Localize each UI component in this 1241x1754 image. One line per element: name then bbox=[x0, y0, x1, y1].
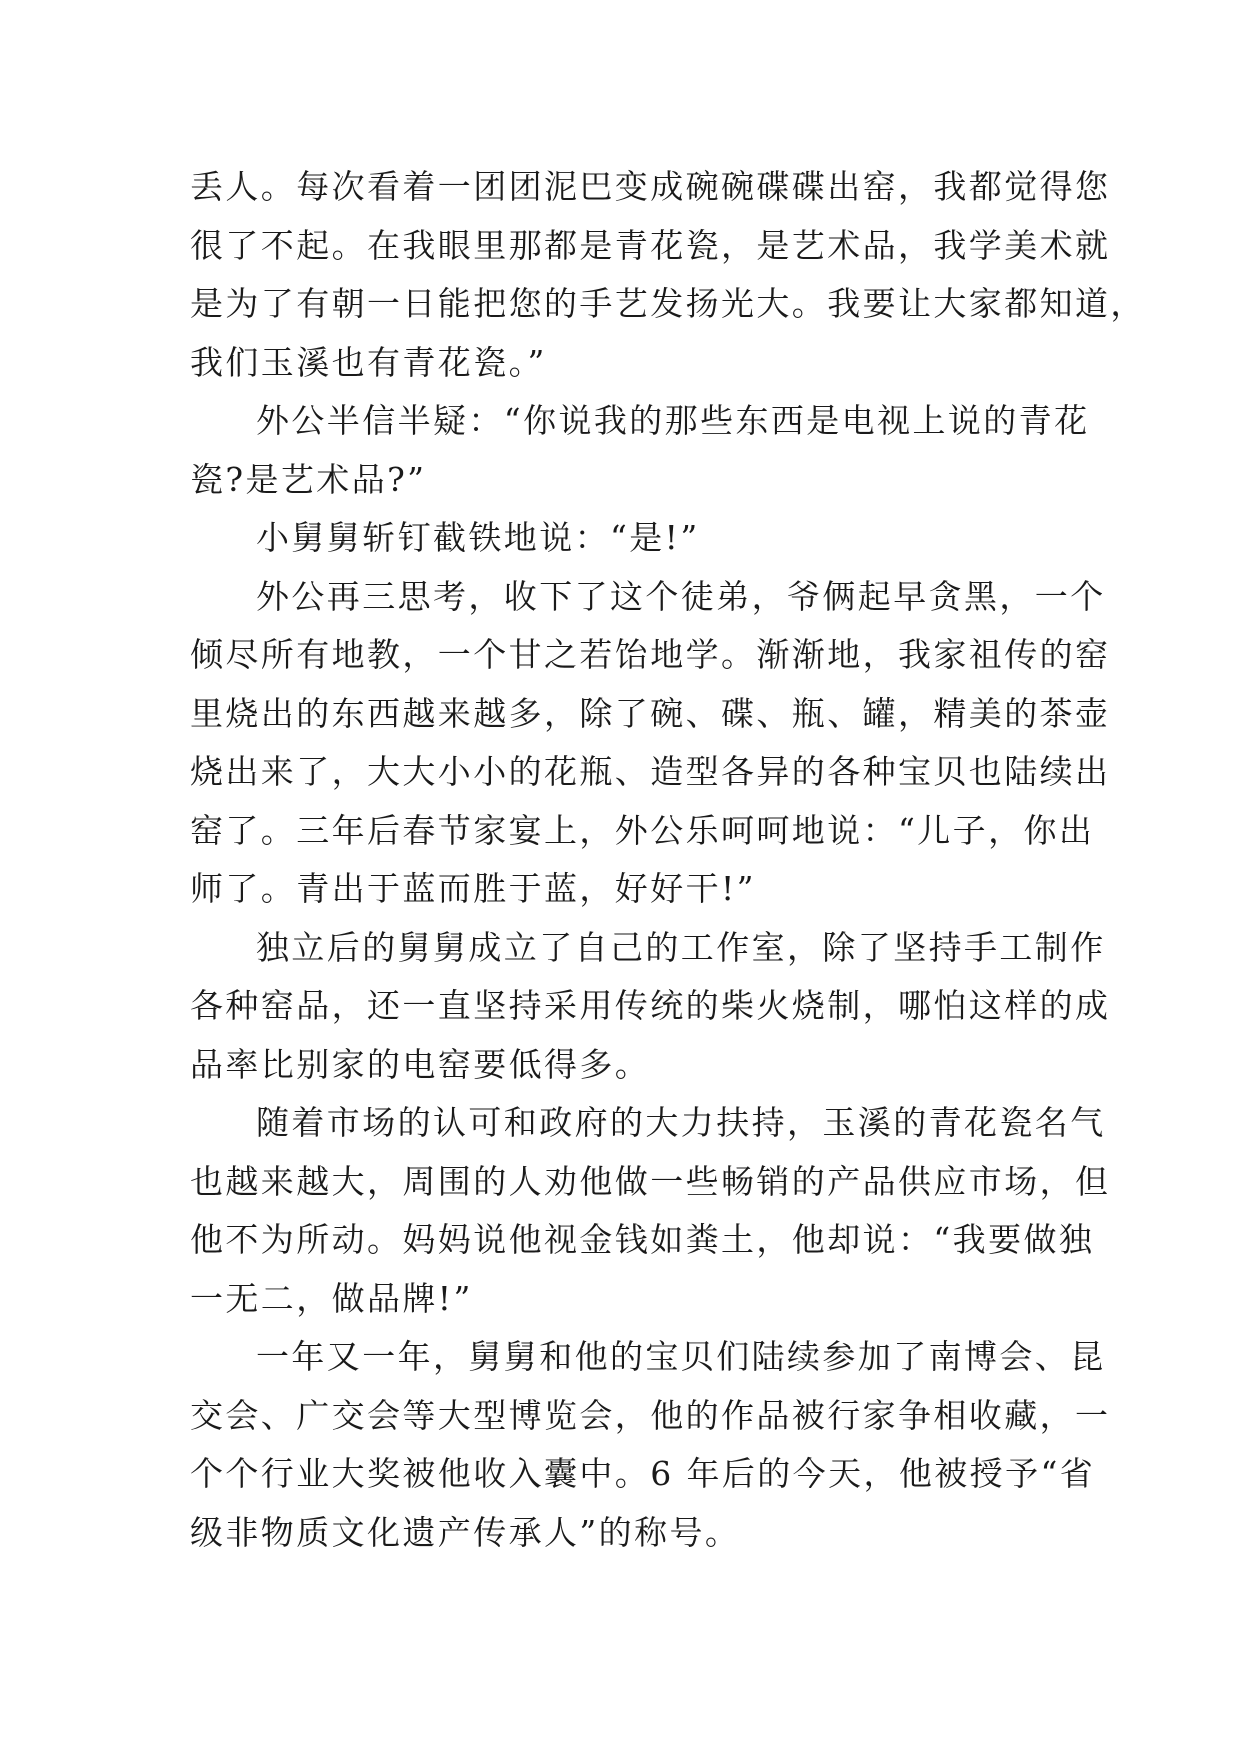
text-line: 一无二，做品牌!” bbox=[190, 1278, 473, 1318]
text-line: 很了不起。在我眼里那都是青花瓷，是艺术品，我学美术就 bbox=[190, 225, 1111, 265]
text-line: 师了。青出于蓝而胜于蓝，好好干!” bbox=[190, 869, 756, 908]
text-line: 窑了。三年后春节家宴上，外公乐呵呵地说：“儿子，你出 bbox=[190, 810, 1095, 850]
text-line: 我们玉溪也有青花瓷。” bbox=[190, 342, 547, 382]
text-line: 外公半信半疑：“你说我的那些东西是电视上说的青花 bbox=[256, 401, 1090, 440]
text-line: 也越来越大，周围的人劝他做一些畅销的产品供应市场，但 bbox=[190, 1161, 1111, 1201]
text-line: 烧出来了，大大小小的花瓶、造型各异的各种宝贝也陆续出 bbox=[190, 752, 1111, 791]
text-line: 随着市场的认可和政府的大力扶持，玉溪的青花瓷名气 bbox=[256, 1103, 1106, 1142]
text-line: 各种窑品，还一直坚持采用传统的柴火烧制，哪怕这样的成 bbox=[190, 986, 1111, 1025]
text-line: 级非物质文化遗产传承人”的称号。 bbox=[190, 1512, 741, 1552]
text-line: 里烧出的东西越来越多，除了碗、碟、瓶、罐，精美的茶壶 bbox=[190, 693, 1111, 733]
text-line: 交会、广交会等大型博览会，他的作品被行家争相收藏，一 bbox=[190, 1395, 1111, 1435]
document-body bbox=[190, 158, 1146, 1562]
text-line: 丢人。每次看着一团团泥巴变成碗碗碟碟出窑，我都觉得您 bbox=[190, 167, 1111, 206]
text-line: 个个行业大奖被他收入囊中。6 年后的今天，他被授予“省 bbox=[190, 1454, 1096, 1493]
text-line: 倾尽所有地教，一个甘之若饴地学。渐渐地，我家祖传的窑 bbox=[190, 635, 1111, 674]
text-line: 独立后的舅舅成立了自己的工作室，除了坚持手工制作 bbox=[256, 927, 1106, 967]
text-line: 品率比别家的电窑要低得多。 bbox=[190, 1044, 651, 1084]
text-line: 小舅舅斩钉截铁地说：“是!” bbox=[256, 518, 700, 557]
text-line: 他不为所动。妈妈说他视金钱如粪土，他却说：“我要做独 bbox=[190, 1220, 1095, 1259]
text-line: 外公再三思考，收下了这个徒弟，爷俩起早贪黑，一个 bbox=[256, 576, 1106, 616]
text-line: 瓷?是艺术品?” bbox=[190, 459, 427, 499]
text-line: 是为了有朝一日能把您的手艺发扬光大。我要让大家都知道， bbox=[190, 284, 1146, 323]
text-line: 一年又一年，舅舅和他的宝贝们陆续参加了南博会、昆 bbox=[256, 1337, 1106, 1376]
